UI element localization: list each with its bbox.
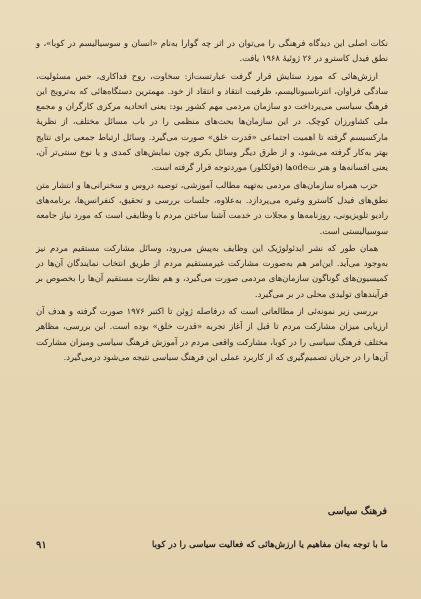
paragraph-2: ارزش‌هائی که مورد ستایش قرار گرفت عبارتست‌از: سخاوت، روح فداکاری، حس مسئولیت، سادگی فراوان، انترناسیونالیسم، ظرفیت انتقاد و انتقاد از خود. مهمترین دستگاه‌هائی که به‌ترویج این فرهنگ سیاسی می‌پرداخت دو سازمان مردمی مهم کشور بود: یعنی اتحادیه مرکزی کارگران و مجمع ملی کشاورزان کوچک. در این سازمان‌ها بحث‌های منظمی را در باب مسائل مختلف، از نظریهٔ مارکسیسم گرفته تا اهمیت اجتماعی «قدرت خلق» صورت می‌گیرد. وسائل ارتباط جمعی برای نتایج بهتر به‌کار گرفته می‌شود، و از طرق دیگر وسائل بکری چون نمایش‌های کمدی و یا نوع سنتی‌تر آن، یعنی افسانه‌ها و هنر تode‌ها (فولکلور) موردتوجه قرار گرفته است.: [36, 70, 388, 173]
paragraph-3: حزب همراه سازمان‌های مردمی به‌تهیه مطالب آموزشی، توصیه دروس و سخنرانی‌ها و انتشار متن نطق‌های فیدل کاسترو وغیره می‌پردازد. به‌علاوه، جلسات بررسی و تحقیق، کنفرانس‌ها، برنامه‌های رادیو تلویزیونی، روزنامه‌ها و مجلات در خدمت آشنا ساختن مردم با وظایفی است که مورد نیاز جامعه سوسیالیستی است.: [36, 179, 388, 236]
page-footer: [36, 538, 388, 558]
paragraph-1: نکات اصلی این دیدگاه فرهنگی را می‌توان در اثر چه گوارا به‌نام «انسان و سوسیالیسم در کوبا»، و نطق فیدل کاسترو در ۲۶ ژوئیهٔ ۱۹۶۸ یافت.: [36, 38, 388, 64]
continuation-line: ما با توجه به‌آن مفاهیم یا ارزش‌هائی که فعالیت سیاسی را در کوبا: [152, 540, 388, 550]
page-number: ۹۱: [36, 540, 47, 551]
section-heading: فرهنگ سیاسی: [327, 506, 387, 517]
body-text: [36, 36, 388, 367]
paragraph-5: بررسی زیر نمونه‌ئی از مطالعاتی است که درفاصله ژوئن تا اکتبر ۱۹۷۶ صورت گرفته و هدف آن ارزیابی میزان مشارکت مردم تا قبل از آغاز تجربه «قدرت خلق» بوده است. این بررسی، مظاهر مختلف فرهنگ سیاسی را در کوبا، مشارکت واقعی مردم در آموزش فرهنگ سیاسی ومیزان مشارکت آن‌ها را در جریان تصمیم‌گیری که از کاربرد عملی این فرهنگ سیاسی نتیجه می‌شود درمی‌گیرد.: [36, 306, 388, 362]
paragraph-4: همان طور که نشر ایدئولوژیک این وظایف به‌پیش می‌رود، وسائل مشارکت مستقیم مردم نیز به‌وجود می‌آید. این‌امر هم به‌صورت مشارکت غیرمستقیم مردم از طریق انتخاب نمایندگان آن‌ها در کمیسیون‌های گوناگون سازمان‌های مردمی صورت می‌گیرد، و هم نظارت مستقیم آن‌ها را بخصوص بر فرآیندهای تولیدی محلی در بر می‌گیرد.: [36, 242, 388, 299]
